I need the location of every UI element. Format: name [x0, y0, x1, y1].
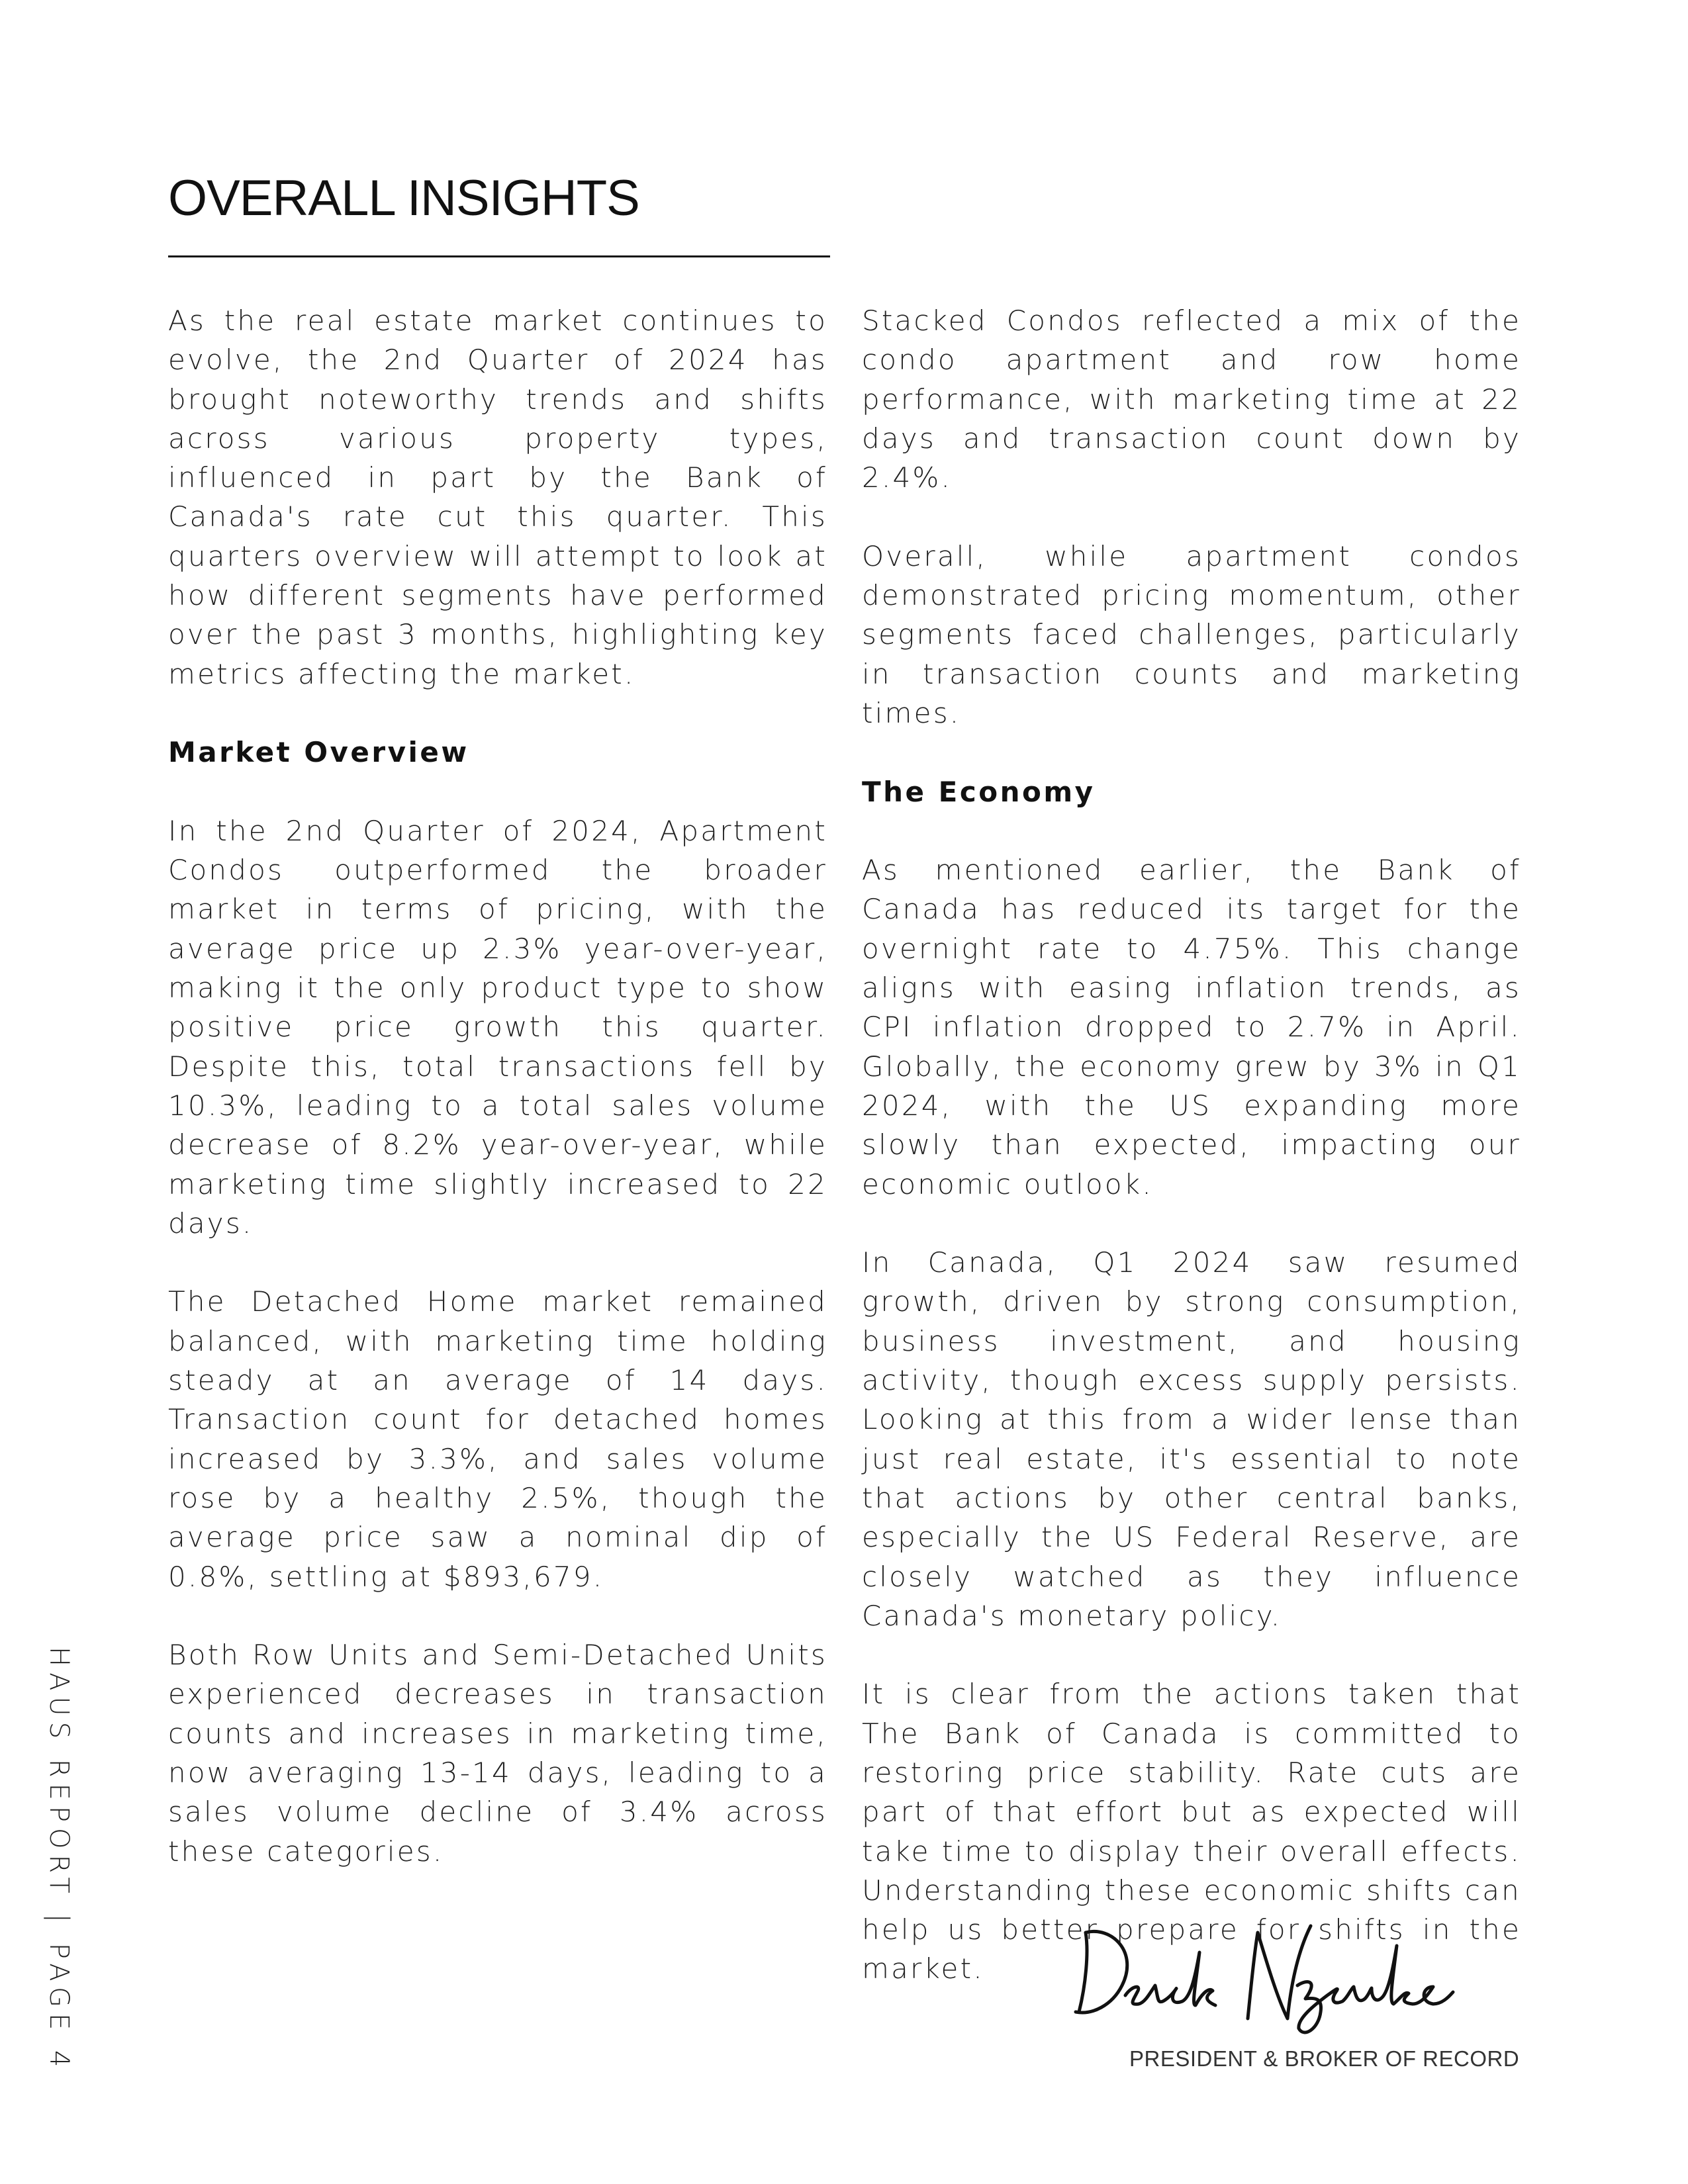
intro-paragraph: As the real estate market continues to evolve, the 2nd Quarter of 2024 has brought noteworthy trends and shifts across various property types, influenced in part by the Bank of Canada's rate cut this quarter. This quarters overview will attempt to look at how different segments have performed over the past 3 months, highlighting key metrics affecting the market.: [168, 304, 827, 690]
left-column: [168, 301, 827, 1871]
apartment-condos-paragraph: In the 2nd Quarter of 2024, Apartment Condos outperformed the broader market in terms of pricing, with the average price up 2.3% year-over-year, making it the only product type to show positive price growth this quarter. Despite this, total transactions fell by 10.3%, leading to a total sales volume decrease of 8.2% year-over-year, while marketing time slightly increased to 22 days.: [168, 814, 827, 1240]
right-column: [862, 301, 1521, 1989]
stacked-condos-paragraph: Stacked Condos reflected a mix of the condo apartment and row home performance, with marketing time at 22 days and transaction count down by 2.4%.: [862, 304, 1521, 494]
spacer: [862, 497, 1521, 536]
spacer: [168, 772, 827, 811]
overnight-rate-paragraph: As mentioned earlier, the Bank of Canada has reduced its target for the overnight rate to 4.75%. This change aligns with easing inflation trends, as CPI inflation dropped to 2.7% in April. Globally, the economy grew by 3% in Q1 2024, with the US expanding more slowly than expected, impacting our economic outlook.: [862, 854, 1521, 1201]
price-stability-paragraph: It is clear from the actions taken that The Bank of Canada is committed to restoring price stability. Rate cuts are part of that effort but as expected will take time to display their overall effects. Understanding these economic shifts can help us better prepare for shifts in the market.: [862, 1678, 1521, 1985]
side-page-label: HAUS REPORT | PAGE 4: [44, 1647, 74, 2073]
page-title: OVERALL INSIGHTS: [168, 170, 639, 226]
detached-home-paragraph: The Detached Home market remained balanced, with marketing time holding steady at an average of 14 days. Transaction count for detached homes increased by 3.3%, and sales volume rose by a healthy 2.5%, though the average price saw a nominal dip of 0.8%, settling at $893,679.: [168, 1285, 827, 1593]
title-divider: [168, 255, 830, 257]
row-semi-paragraph: Both Row Units and Semi-Detached Units experienced decreases in transaction counts and increases in marketing time, now averaging 13-14 days, leading to a sales volume decline of 3.4% across these categories.: [168, 1639, 827, 1868]
spacer: [862, 1204, 1521, 1243]
signature-title: PRESIDENT & BROKER OF RECORD: [1129, 2046, 1520, 2071]
spacer: [862, 1635, 1521, 1674]
spacer: [168, 1243, 827, 1282]
market-overview-heading: Market Overview: [168, 736, 469, 769]
economy-heading: The Economy: [862, 775, 1096, 808]
spacer: [168, 694, 827, 733]
signature-image: [1059, 1913, 1456, 2045]
spacer: [168, 1596, 827, 1635]
overall-paragraph: Overall, while apartment condos demonstrated pricing momentum, other segments faced challenges, particularly in transaction counts and marketing times.: [862, 539, 1521, 729]
spacer: [862, 733, 1521, 772]
canada-growth-paragraph: In Canada, Q1 2024 saw resumed growth, driven by strong consumption, business investment, and housing activity, though excess supply persists. Looking at this from a wider lense than just real estate, it's essential to note that actions by other central banks, especially the US Federal Reserve, are closely watched as they influence Canada's monetary policy.: [862, 1246, 1521, 1632]
spacer: [862, 811, 1521, 850]
